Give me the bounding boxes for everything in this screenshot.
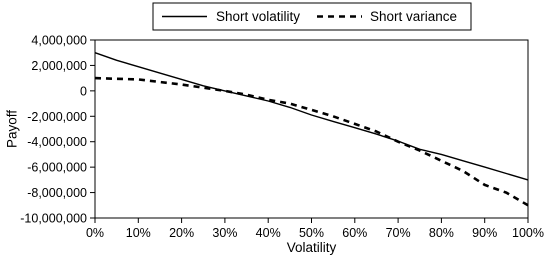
- series-line-short-volatility: [95, 53, 528, 180]
- x-tick-label: 20%: [169, 226, 195, 240]
- y-tick-label: 2,000,000: [31, 58, 87, 73]
- y-tick-label: 0: [80, 84, 87, 99]
- y-tick-label: -6,000,000: [27, 160, 87, 175]
- x-tick-label: 40%: [255, 226, 281, 240]
- legend-label-short-variance: Short variance: [370, 9, 458, 24]
- y-axis-label: Payoff: [4, 109, 20, 149]
- x-tick-label: 0%: [85, 226, 105, 240]
- y-tick-label: -4,000,000: [27, 135, 87, 150]
- x-tick-label: 100%: [512, 226, 544, 240]
- x-tick-label: 60%: [342, 226, 368, 240]
- y-axis: [20, 34, 95, 226]
- x-tick-label: 10%: [125, 226, 151, 240]
- legend-label-short-volatility: Short volatility: [216, 9, 301, 24]
- y-tick-label: -2,000,000: [27, 109, 87, 124]
- y-tick-label: 4,000,000: [31, 33, 87, 48]
- x-tick-label: 80%: [428, 226, 454, 240]
- y-tick-label: -10,000,000: [20, 211, 87, 226]
- x-tick-label: 30%: [212, 226, 238, 240]
- series-line-short-variance: [95, 78, 528, 205]
- legend: [153, 3, 471, 30]
- series-layer: [95, 53, 528, 206]
- x-axis: [86, 218, 544, 240]
- x-tick-label: 50%: [298, 226, 325, 240]
- y-tick-label: -8,000,000: [27, 186, 87, 201]
- plot-area: [95, 40, 528, 218]
- x-axis-label: Volatility: [286, 240, 337, 255]
- x-tick-label: 90%: [472, 226, 498, 240]
- x-tick-label: 70%: [385, 226, 411, 240]
